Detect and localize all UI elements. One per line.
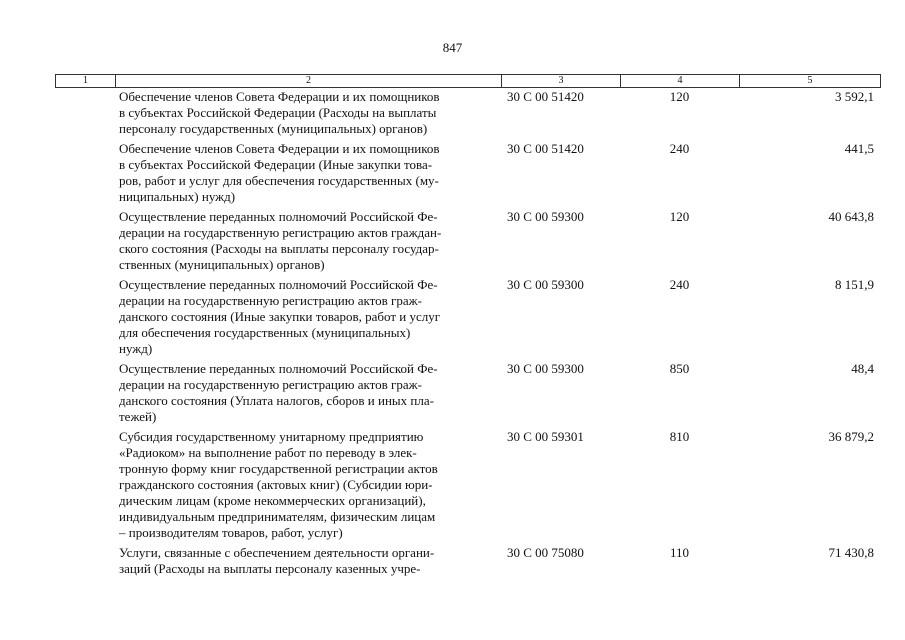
row-description (115, 209, 501, 273)
row-expense-type: 110 (669, 545, 690, 560)
description-line: Обеспечение членов Совета Федерации и их помощников (119, 141, 440, 156)
row-description (115, 89, 501, 137)
description-line: для обеспечения государственных (муниципальных) (119, 325, 411, 340)
description-line: Осуществление переданных полномочий Российской Фе- (119, 277, 438, 292)
description-line: Субсидия государственному унитарному предприятию (119, 429, 424, 444)
description-line: дерации на государственную регистрацию актов граж- (119, 377, 422, 392)
description-line: данского состояния (Иные закупки товаров, работ и услуг (119, 309, 441, 324)
row-expense-type: 810 (669, 429, 690, 444)
row-description (115, 429, 501, 541)
description-line: Осуществление переданных полномочий Российской Фе- (119, 209, 438, 224)
row-expense-type: 240 (669, 277, 690, 292)
table-row (55, 545, 881, 577)
description-line: дическим лицам (кроме некоммерческих организаций), (119, 493, 426, 508)
row-description (115, 545, 501, 577)
table-row (55, 89, 881, 137)
description-line: Услуги, связанные с обеспечением деятельности органи- (119, 545, 435, 560)
header-col-5: 5 (807, 75, 813, 86)
description-line: ского состояния (Расходы на выплаты персоналу государ- (119, 241, 439, 256)
table-header (55, 74, 881, 88)
row-description (115, 141, 501, 205)
row-expense-type: 120 (669, 209, 690, 224)
description-line: заций (Расходы на выплаты персоналу казенных учре- (119, 561, 421, 576)
table-row (55, 361, 881, 425)
row-amount: 36 879,2 (828, 429, 874, 444)
table-row (55, 141, 881, 205)
header-col-1: 1 (56, 75, 116, 87)
row-target-code: 30 С 00 75080 (507, 545, 584, 560)
row-description (115, 277, 501, 357)
table-row (55, 209, 881, 273)
description-line: данского состояния (Уплата налогов, сборов и иных пла- (119, 393, 434, 408)
description-line: индивидуальным предпринимателям, физическим лицам (119, 509, 436, 524)
header-col-4: 4 (621, 75, 740, 87)
description-line: персоналу государственных (муниципальных) органов) (119, 121, 428, 136)
description-line: дерации на государственную регистрацию актов граждан- (119, 225, 442, 240)
row-empty-cell (55, 89, 115, 137)
description-line: «Радиоком» на выполнение работ по переводу в элек- (119, 445, 417, 460)
row-amount: 441,5 (844, 141, 874, 156)
table-row (55, 277, 881, 357)
row-amount: 71 430,8 (828, 545, 874, 560)
row-expense-type: 850 (669, 361, 690, 376)
row-target-code: 30 С 00 59301 (507, 429, 584, 444)
row-amount: 3 592,1 (835, 89, 874, 104)
table-body (55, 89, 881, 581)
description-line: гражданского состояния (актовых книг) (Субсидии юри- (119, 477, 433, 492)
description-line: тронную форму книг государственной регистрации актов (119, 461, 438, 476)
row-empty-cell (55, 141, 115, 205)
description-line: тежей) (119, 409, 157, 424)
row-target-code: 30 С 00 51420 (507, 89, 584, 104)
row-target-code: 30 С 00 59300 (507, 361, 584, 376)
row-amount: 8 151,9 (835, 277, 874, 292)
row-expense-type: 120 (669, 89, 690, 104)
row-target-code: 30 С 00 59300 (507, 277, 584, 292)
description-line: в субъектах Российской Федерации (Иные закупки това- (119, 157, 433, 172)
description-line: ственных (муниципальных) органов) (119, 257, 325, 272)
row-amount: 48,4 (851, 361, 874, 376)
table-row (55, 429, 881, 541)
row-empty-cell (55, 277, 115, 357)
description-line: ров, работ и услуг для обеспечения государственных (му- (119, 173, 439, 188)
page-number: 847 (442, 40, 463, 55)
row-target-code: 30 С 00 51420 (507, 141, 584, 156)
header-col-3: 3 (502, 75, 621, 87)
description-line: – производителям товаров, работ, услуг) (119, 525, 343, 540)
row-amount: 40 643,8 (828, 209, 874, 224)
description-line: Обеспечение членов Совета Федерации и их помощников (119, 89, 440, 104)
row-empty-cell (55, 429, 115, 541)
description-line: нужд) (119, 341, 153, 356)
row-description (115, 361, 501, 425)
description-line: в субъектах Российской Федерации (Расходы на выплаты (119, 105, 437, 120)
row-target-code: 30 С 00 59300 (507, 209, 584, 224)
header-col-2: 2 (116, 75, 502, 87)
description-line: Осуществление переданных полномочий Российской Фе- (119, 361, 438, 376)
row-expense-type: 240 (669, 141, 690, 156)
description-line: ниципальных) нужд) (119, 189, 236, 204)
row-empty-cell (55, 361, 115, 425)
row-empty-cell (55, 209, 115, 273)
description-line: дерации на государственную регистрацию актов граж- (119, 293, 422, 308)
row-empty-cell (55, 545, 115, 577)
